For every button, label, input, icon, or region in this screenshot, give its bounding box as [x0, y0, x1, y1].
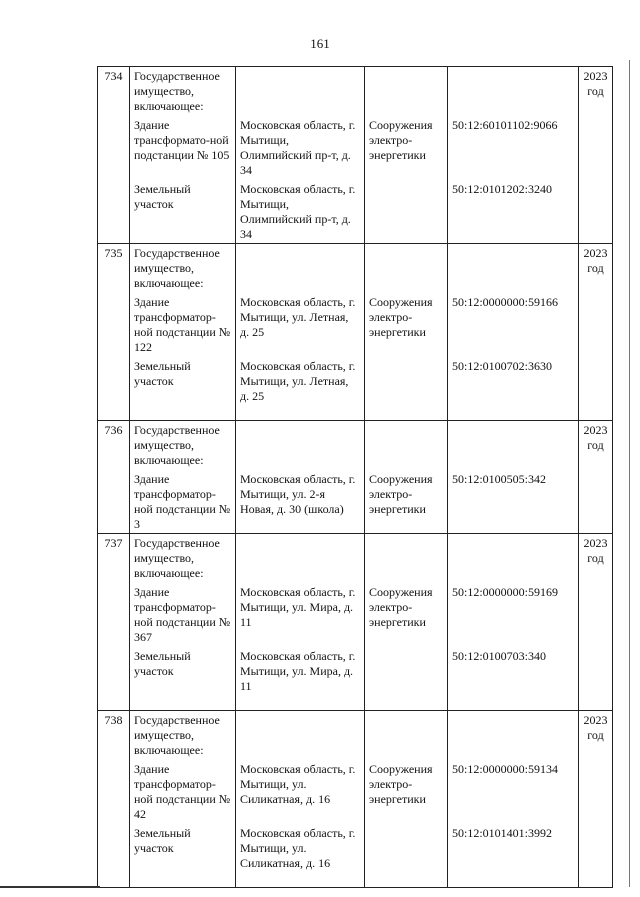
group-header: Государственное имущество, включающее: — [134, 713, 220, 757]
object-name-cell — [130, 67, 236, 244]
header-spacer — [369, 69, 443, 114]
cadastral-number: 50:12:0000000:59169 — [452, 585, 559, 599]
year-value: 2023 год — [583, 246, 608, 275]
address-cell — [236, 711, 365, 888]
header-spacer — [240, 536, 360, 581]
header-spacer — [369, 423, 443, 468]
scan-edge-line — [629, 60, 630, 887]
address-cell — [236, 244, 365, 421]
header-spacer — [452, 713, 574, 758]
address-cell — [236, 421, 365, 534]
object-name-cell — [130, 711, 236, 888]
header-spacer — [452, 246, 574, 291]
object-category: Сооружения электро-энергетики — [369, 118, 433, 162]
row-number: 736 — [104, 423, 123, 437]
object-address: Московская область, г. Мытищи, ул. Летная, д. 25 — [240, 295, 356, 339]
object-category — [369, 649, 443, 709]
object-name: Земельный участок — [134, 359, 191, 388]
row-number-cell — [98, 67, 130, 244]
object-address: Московская область, г. Мытищи, Олимпийский пр-т, д. 34 — [240, 182, 356, 241]
page-number: 161 — [310, 36, 330, 51]
cadastral-number: 50:12:0000000:59166 — [452, 295, 559, 309]
object-name: Здание трансформато-ной подстанции № 105 — [134, 118, 230, 162]
object-category — [369, 826, 443, 886]
header-spacer — [369, 536, 443, 581]
object-name-cell — [130, 534, 236, 711]
registry-row — [98, 534, 613, 711]
header-spacer — [240, 423, 360, 468]
header-spacer — [452, 423, 574, 468]
cadastral-number: 50:12:60101102:9066 — [452, 118, 558, 132]
cadastral-number: 50:12:0000000:59134 — [452, 762, 559, 776]
year-cell — [579, 244, 613, 421]
registry-row — [98, 67, 613, 244]
category-cell — [365, 244, 448, 421]
cadastral-number: 50:12:0101202:3240 — [452, 182, 553, 196]
object-name: Земельный участок — [134, 182, 191, 211]
year-cell — [579, 711, 613, 888]
object-name: Здание трансформатор-ной подстанции № 42 — [134, 762, 231, 821]
year-value: 2023 год — [583, 423, 608, 452]
header-spacer — [369, 246, 443, 291]
cadastral-number: 50:12:0100703:340 — [452, 649, 547, 663]
year-value: 2023 год — [583, 69, 608, 98]
year-value: 2023 год — [583, 713, 608, 742]
object-address: Московская область, г. Мытищи, ул. Мира, д. 11 — [240, 649, 356, 693]
header-spacer — [240, 713, 360, 758]
object-address: Московская область, г. Мытищи, ул. Силикатная, д. 16 — [240, 826, 356, 870]
group-header: Государственное имущество, включающее: — [134, 246, 220, 290]
row-number: 738 — [104, 713, 123, 727]
object-category: Сооружения электро-энергетики — [369, 295, 433, 339]
row-number-cell — [98, 534, 130, 711]
object-name-cell — [130, 244, 236, 421]
row-number: 737 — [104, 536, 123, 550]
category-cell — [365, 67, 448, 244]
header-spacer — [452, 69, 574, 114]
row-number: 735 — [104, 246, 123, 260]
property-registry-table — [97, 66, 613, 888]
object-name: Земельный участок — [134, 649, 191, 678]
group-header: Государственное имущество, включающее: — [134, 423, 220, 467]
year-cell — [579, 67, 613, 244]
header-spacer — [240, 246, 360, 291]
scan-bottom-line — [0, 886, 100, 888]
header-spacer — [369, 713, 443, 758]
year-cell — [579, 421, 613, 534]
object-name: Здание трансформатор-ной подстанции № 3 — [134, 472, 231, 531]
registry-row — [98, 421, 613, 534]
object-address: Московская область, г. Мытищи, ул. Летная, д. 25 — [240, 359, 356, 403]
year-cell — [579, 534, 613, 711]
object-address: Московская область, г. Мытищи, ул. Мира, д. 11 — [240, 585, 356, 629]
cadastral-number: 50:12:0101401:3992 — [452, 826, 553, 840]
cadastral-cell — [448, 711, 579, 888]
row-number-cell — [98, 421, 130, 534]
object-address: Московская область, г. Мытищи, ул. 2-я Новая, д. 30 (школа) — [240, 472, 356, 516]
object-address: Московская область, г. Мытищи, ул. Силикатная, д. 16 — [240, 762, 356, 806]
cadastral-number: 50:12:0100702:3630 — [452, 359, 553, 373]
object-name: Здание трансформатор-ной подстанции № 122 — [134, 295, 231, 354]
header-spacer — [240, 69, 360, 114]
object-category: Сооружения электро-энергетики — [369, 762, 433, 806]
registry-row — [98, 244, 613, 421]
object-name-cell — [130, 421, 236, 534]
address-cell — [236, 534, 365, 711]
registry-row — [98, 711, 613, 888]
object-category: Сооружения электро-энергетики — [369, 472, 433, 516]
cadastral-number: 50:12:0100505:342 — [452, 472, 547, 486]
row-number-cell — [98, 711, 130, 888]
group-header: Государственное имущество, включающее: — [134, 69, 220, 113]
category-cell — [365, 711, 448, 888]
object-category — [369, 359, 443, 419]
object-address: Московская область, г. Мытищи, Олимпийский пр-т, д. 34 — [240, 118, 356, 177]
row-number-cell — [98, 244, 130, 421]
cadastral-cell — [448, 244, 579, 421]
registry-body — [98, 67, 613, 888]
category-cell — [365, 534, 448, 711]
object-category: Сооружения электро-энергетики — [369, 585, 433, 629]
cadastral-cell — [448, 421, 579, 534]
address-cell — [236, 67, 365, 244]
category-cell — [365, 421, 448, 534]
header-spacer — [452, 536, 574, 581]
group-header: Государственное имущество, включающее: — [134, 536, 220, 580]
cadastral-cell — [448, 67, 579, 244]
row-number: 734 — [104, 69, 123, 83]
cadastral-cell — [448, 534, 579, 711]
object-name: Здание трансформатор-ной подстанции № 367 — [134, 585, 231, 644]
year-value: 2023 год — [583, 536, 608, 565]
object-category — [369, 182, 443, 242]
object-name: Земельный участок — [134, 826, 191, 855]
